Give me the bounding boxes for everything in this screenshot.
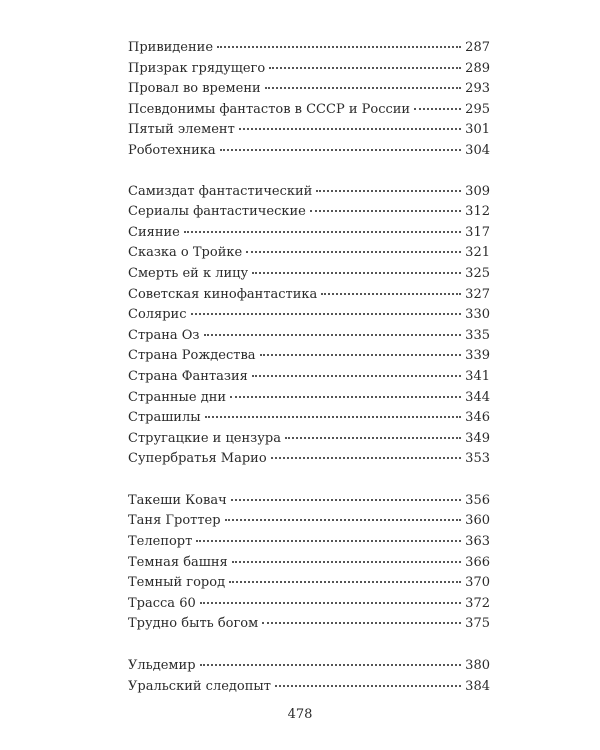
toc-entry-page: 353 — [465, 451, 490, 467]
toc-entry — [128, 305, 490, 326]
dot-leader — [205, 415, 462, 418]
toc-entry — [128, 100, 490, 121]
toc-entry — [128, 429, 490, 450]
toc-entry — [128, 202, 490, 223]
dot-leader — [232, 560, 461, 563]
dot-leader — [271, 456, 462, 459]
dot-leader — [196, 539, 461, 542]
toc-entry-title: Странные дни — [128, 389, 227, 405]
toc-entry-page: 339 — [465, 348, 490, 364]
toc-entry — [128, 243, 490, 264]
toc-entry — [128, 285, 490, 306]
dot-leader — [239, 127, 461, 130]
table-of-contents — [128, 38, 490, 697]
toc-entry-page: 341 — [465, 368, 490, 384]
dot-leader — [191, 312, 462, 315]
toc-entry-title: Темный город — [128, 575, 226, 591]
toc-section-p-r — [128, 38, 490, 162]
toc-entry-title: Страна Оз — [128, 327, 200, 343]
dot-leader — [200, 663, 462, 666]
toc-entry-title: Солярис — [128, 307, 187, 323]
dot-leader — [225, 518, 462, 521]
toc-entry-page: 287 — [465, 40, 490, 55]
dot-leader — [200, 601, 461, 604]
toc-entry-page: 330 — [465, 307, 490, 323]
toc-entry — [128, 120, 490, 141]
toc-entry-title: Такеши Ковач — [128, 492, 227, 508]
toc-entry-title: Провал во времени — [128, 81, 261, 97]
toc-entry — [128, 511, 490, 532]
toc-entry — [128, 223, 490, 244]
toc-entry — [128, 388, 490, 409]
toc-entry-title: Роботехника — [128, 142, 216, 158]
toc-entry-page: 327 — [465, 286, 490, 302]
toc-entry-page: 363 — [465, 534, 490, 550]
toc-entry-page: 346 — [465, 410, 490, 426]
dot-leader — [321, 292, 461, 295]
dot-leader — [285, 436, 461, 439]
toc-entry-page: 366 — [465, 554, 490, 570]
toc-entry-title: Ульдемир — [128, 658, 196, 674]
toc-entry-page: 304 — [465, 142, 490, 158]
toc-entry-title: Телепорт — [128, 534, 193, 550]
dot-leader — [269, 66, 461, 69]
toc-entry-title: Самиздат фантастический — [128, 183, 313, 199]
dot-leader — [414, 107, 461, 110]
toc-entry-page: 380 — [465, 658, 490, 674]
dot-leader — [184, 230, 461, 233]
dot-leader — [231, 498, 461, 501]
toc-entry — [128, 573, 490, 594]
toc-entry-title: Привидение — [128, 40, 214, 55]
toc-entry-title: Советская кинофантастика — [128, 286, 318, 302]
toc-entry — [128, 326, 490, 347]
toc-entry-title: Темная башня — [128, 554, 228, 570]
toc-entry-page: 356 — [465, 492, 490, 508]
toc-entry-page: 370 — [465, 575, 490, 591]
toc-entry — [128, 346, 490, 367]
toc-section-u — [128, 656, 490, 697]
toc-entry-title: Сказка о Тройке — [128, 245, 243, 261]
toc-entry-title: Сияние — [128, 224, 180, 240]
dot-leader — [262, 621, 461, 624]
toc-entry-title: Уральский следопыт — [128, 678, 271, 694]
toc-entry — [128, 367, 490, 388]
toc-entry — [128, 264, 490, 285]
toc-entry — [128, 677, 490, 698]
toc-entry-page: 325 — [465, 265, 490, 281]
toc-entry-title: Стругацкие и цензура — [128, 430, 281, 446]
toc-entry-page: 360 — [465, 513, 490, 529]
dot-leader — [229, 580, 461, 583]
toc-entry-title: Страшилы — [128, 410, 201, 426]
dot-leader — [246, 250, 461, 253]
toc-entry-page: 349 — [465, 430, 490, 446]
dot-leader — [230, 395, 461, 398]
dot-leader — [204, 333, 462, 336]
page-number: 478 — [287, 707, 313, 722]
dot-leader — [275, 684, 461, 687]
toc-entry-page: 301 — [465, 122, 490, 138]
toc-entry-title: Призрак грядущего — [128, 60, 266, 76]
toc-entry — [128, 614, 490, 635]
toc-entry — [128, 79, 490, 100]
toc-entry-page: 321 — [465, 245, 490, 261]
toc-entry — [128, 59, 490, 80]
toc-entry-page: 293 — [465, 81, 490, 97]
toc-entry — [128, 449, 490, 470]
toc-entry-page: 312 — [465, 204, 490, 220]
toc-entry — [128, 408, 490, 429]
toc-entry-title: Страна Фантазия — [128, 368, 248, 384]
toc-entry-title: Трудно быть богом — [128, 616, 259, 632]
dot-leader — [316, 189, 461, 192]
toc-entry-page: 344 — [465, 389, 490, 405]
toc-entry — [128, 656, 490, 677]
dot-leader — [217, 45, 461, 48]
toc-entry-page: 289 — [465, 60, 490, 76]
toc-entry-title: Страна Рождества — [128, 348, 256, 364]
toc-entry-page: 372 — [465, 595, 490, 611]
toc-entry-title: Сериалы фантастические — [128, 204, 306, 220]
dot-leader — [252, 374, 461, 377]
toc-entry-page: 309 — [465, 183, 490, 199]
toc-section-t — [128, 491, 490, 635]
toc-entry — [128, 532, 490, 553]
dot-leader — [252, 271, 461, 274]
toc-entry-title: Супербратья Марио — [128, 451, 267, 467]
toc-entry-title: Трасса 60 — [128, 595, 196, 611]
toc-entry — [128, 182, 490, 203]
toc-section-s — [128, 182, 490, 470]
toc-entry — [128, 141, 490, 162]
toc-entry-page: 384 — [465, 678, 490, 694]
toc-entry-title: Таня Гроттер — [128, 513, 221, 529]
toc-entry-title: Псевдонимы фантастов в СССР и России — [128, 101, 411, 117]
toc-entry — [128, 38, 490, 59]
toc-entry — [128, 491, 490, 512]
dot-leader — [265, 86, 461, 89]
toc-entry-page: 317 — [465, 224, 490, 240]
toc-entry — [128, 553, 490, 574]
toc-entry-page: 375 — [465, 616, 490, 632]
toc-entry-page: 295 — [465, 101, 490, 117]
dot-leader — [260, 353, 462, 356]
dot-leader — [220, 148, 462, 151]
toc-entry-page: 335 — [465, 327, 490, 343]
toc-entry-title: Пятый элемент — [128, 122, 235, 138]
dot-leader — [310, 209, 461, 212]
toc-entry-title: Смерть ей к лицу — [128, 265, 249, 281]
toc-entry — [128, 594, 490, 615]
